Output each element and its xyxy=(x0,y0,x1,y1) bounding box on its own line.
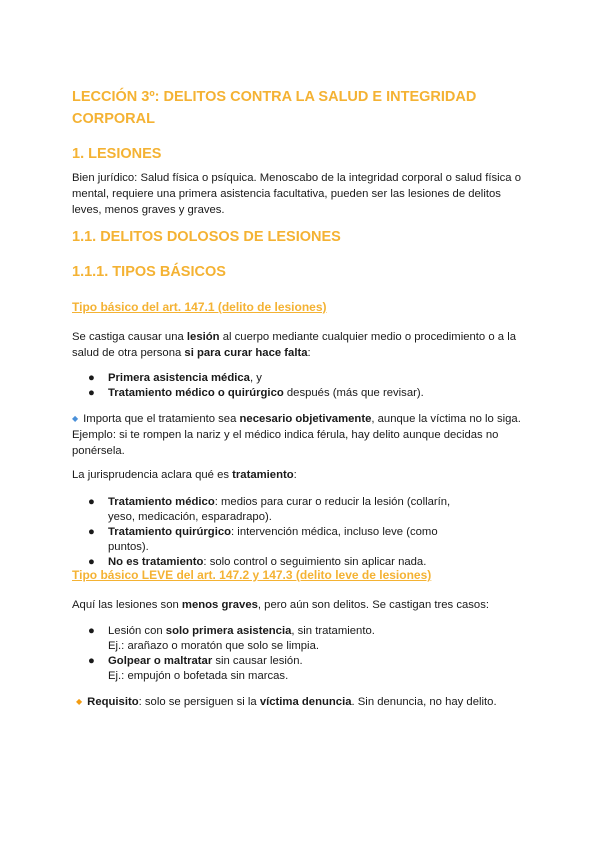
list-item: ● Tratamiento médico: medios para curar o reducir la lesión (collarín, yeso, medicación, esparadrapo). xyxy=(88,496,451,523)
list-item: ● Lesión con solo primera asistencia, sin tratamiento. xyxy=(88,625,375,637)
section-heading-tipos-basicos: 1.1.1. TIPOS BÁSICOS xyxy=(72,264,226,280)
example-line: Ej.: empujón o bofetada sin marcas. xyxy=(108,670,289,682)
jurisprudencia-paragraph: La jurisprudencia aclara qué es tratamiento: xyxy=(72,469,297,481)
section-heading-lesiones: 1. LESIONES xyxy=(72,146,162,162)
section-heading-dolosos: 1.1. DELITOS DOLOSOS DE LESIONES xyxy=(72,229,341,245)
subheading-tipo-leve: Tipo básico LEVE del art. 147.2 y 147.3 (delito leve de lesiones) xyxy=(72,568,432,582)
example-line: Ej.: arañazo o moratón que solo se limpia. xyxy=(108,640,319,652)
diamond-blue-icon: ◆ xyxy=(72,414,79,423)
list-item: ● Golpear o maltratar sin causar lesión. xyxy=(88,655,303,667)
requisito-paragraph: ◆ Requisito: solo se persiguen si la víctima denuncia. Sin denuncia, no hay delito. xyxy=(76,696,497,708)
lesiones-intro: Bien jurídico: Salud física o psíquica. Menoscabo de la integridad corporal o salud física o mental, requiere una primera asistencia facultativa, pueden ser las lesiones de delitos leves, menos graves y graves. xyxy=(72,172,521,216)
requirements-list xyxy=(72,371,532,401)
subheading-tipo-basico: Tipo básico del art. 147.1 (delito de lesiones) xyxy=(72,300,327,314)
note-paragraph: ◆ Importa que el tratamiento sea necesario objetivamente, aunque la víctima no lo siga. Ejemplo: si te rompen la nariz y el médico indica férula, hay delito aunque decidas no ponérsela. xyxy=(72,413,521,457)
tipo-leve-paragraph: Aquí las lesiones son menos graves, pero aún son delitos. Se castigan tres casos: xyxy=(72,599,489,611)
list-item: ● Tratamiento quirúrgico: intervención médica, incluso leve (como puntos). xyxy=(88,526,438,553)
diamond-orange-icon: ◆ xyxy=(76,697,83,706)
leve-cases-list xyxy=(72,624,532,684)
tratamiento-list xyxy=(72,495,472,570)
page-title: LECCIÓN 3º: DELITOS CONTRA LA SALUD E INTEGRIDAD CORPORAL xyxy=(72,89,477,127)
tipo-basico-paragraph: Se castiga causar una lesión al cuerpo mediante cualquier medio o procedimiento o a la salud de otra persona si para curar hace falta: xyxy=(72,331,516,359)
list-item: ● No es tratamiento: solo control o seguimiento sin aplicar nada. xyxy=(88,556,427,568)
list-item: ● Primera asistencia médica, y xyxy=(88,372,262,384)
list-item: ● Tratamiento médico o quirúrgico después (más que revisar). xyxy=(88,387,424,399)
